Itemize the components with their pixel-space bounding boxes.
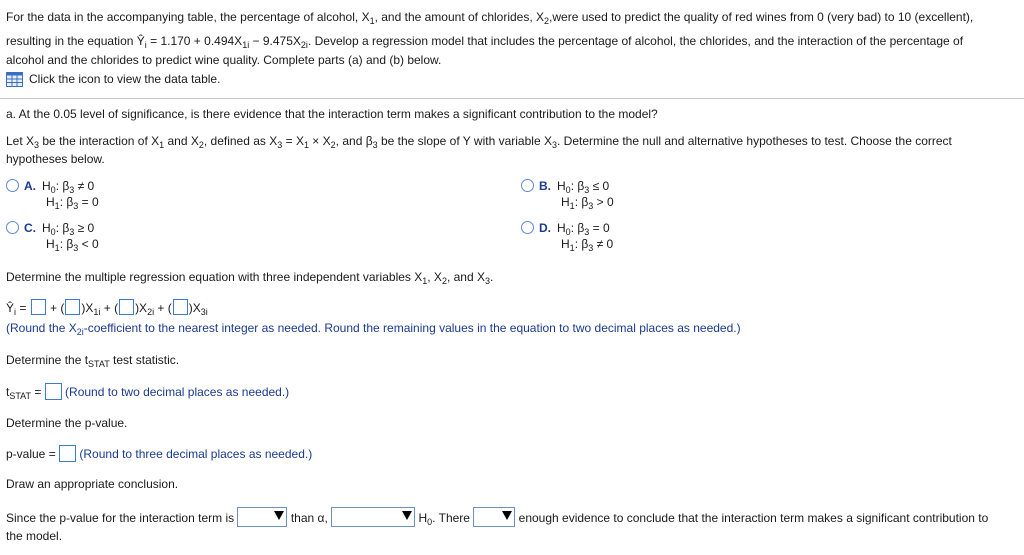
conclusion-prompt: Draw an appropriate conclusion.: [6, 477, 179, 491]
comparison-dropdown[interactable]: [237, 507, 287, 527]
option-d-radio[interactable]: [521, 221, 534, 234]
option-b-letter: B.: [539, 179, 551, 193]
data-table-icon[interactable]: [6, 72, 23, 87]
conclusion-part-4: enough evidence to conclude that the interaction term makes a significant contribution to: [518, 511, 989, 525]
option-b-radio[interactable]: [521, 179, 534, 192]
conclusion-part-3: $H_0$. There: [418, 511, 470, 527]
let-line-1: Let $X_3$ be the interaction of $X_1$ and $X_2$, defined as $X_3 = X_1 \times X_2$, and $\beta_3$ be the slope of Y with variable $X_3$. Determine the null and alternative hypotheses to test. Choose the correct: [6, 134, 952, 150]
option-a-letter: A.: [24, 179, 36, 193]
x2-coefficient-input[interactable]: [119, 299, 134, 315]
option-b[interactable]: [521, 178, 614, 210]
tstat-prompt: Determine the $t_{STAT}$ test statistic.: [6, 353, 180, 369]
tstat-note: (Round to two decimal places as needed.): [65, 385, 290, 399]
conclusion-part-2: than α,: [290, 511, 328, 525]
chevron-down-icon: [402, 511, 412, 520]
option-a[interactable]: [6, 178, 99, 210]
pvalue-note: (Round to three decimal places as needed.): [79, 447, 313, 461]
option-d-h1: $H_1$: $\beta_3 \ne 0$: [561, 237, 614, 253]
pvalue-prompt: Determine the p-value.: [6, 416, 128, 430]
x3-coefficient-input[interactable]: [173, 299, 188, 315]
conclusion-row: [6, 507, 988, 528]
conclusion-part-5: the model.: [6, 529, 63, 543]
data-table-link[interactable]: [6, 69, 220, 89]
pvalue-input[interactable]: [59, 445, 76, 462]
option-d-letter: D.: [539, 221, 551, 235]
intercept-input[interactable]: [31, 299, 46, 315]
option-a-h1: $H_1$: $\beta_3 = 0$: [46, 195, 99, 211]
part-a-question: a. At the 0.05 level of significance, is there evidence that the interaction term makes a significant contribution to the model?: [6, 107, 658, 121]
rounding-note: (Round the $X_{2i}$-coefficient to the nearest integer as needed. Round the remaining values in the equation to two decimal places as needed.): [6, 321, 741, 337]
divider: [0, 98, 1024, 99]
option-c[interactable]: [6, 220, 99, 252]
tstat-input[interactable]: [45, 383, 62, 400]
chevron-down-icon: [274, 511, 284, 520]
data-table-link-label[interactable]: Click the icon to view the data table.: [29, 72, 221, 86]
option-b-h1: $H_1$: $\beta_3 > 0$: [561, 195, 614, 211]
tstat-row: $t_{STAT}$ = (Round to two decimal places as needed.): [6, 385, 290, 401]
evidence-dropdown[interactable]: [473, 507, 515, 527]
option-d-h0: $H_0$: $\beta_3 = 0$: [557, 221, 610, 237]
chevron-down-icon: [502, 511, 512, 520]
intro-line-2: resulting in the equation $Ŷ_i = 1.170 + 0.494X_{1i} - 9.475X_{2i}$. Develop a regression model that includes the percentage of alcohol, the chlorides, and the interaction of the percentage of: [6, 34, 964, 50]
decision-dropdown[interactable]: [331, 507, 415, 527]
option-c-h1: $H_1$: $\beta_3 < 0$: [46, 237, 99, 253]
pvalue-row: p-value = (Round to three decimal places as needed.): [6, 447, 313, 461]
option-a-radio[interactable]: [6, 179, 19, 192]
let-line-2: hypotheses below.: [6, 152, 105, 166]
intro-line-3: alcohol and the chlorides to predict wine quality. Complete parts (a) and (b) below.: [6, 53, 442, 67]
intro-line-1: For the data in the accompanying table, the percentage of alcohol, $X_1$, and the amount of chlorides, $X_2,were$ used to predict the quality of red wines from 0 (very bad) to 10 (excellent),: [6, 10, 974, 26]
option-a-h0: $H_0$: $\beta_3 \ne 0$: [42, 179, 95, 195]
option-c-h0: $H_0$: $\beta_3 \ge 0$: [42, 221, 95, 237]
option-b-h0: $H_0$: $\beta_3 \le 0$: [557, 179, 610, 195]
option-c-letter: C.: [24, 221, 36, 235]
conclusion-part-1: Since the p-value for the interaction term is: [6, 511, 235, 525]
x1-coefficient-input[interactable]: [65, 299, 80, 315]
option-c-radio[interactable]: [6, 221, 19, 234]
equation-prompt: Determine the multiple regression equation with three independent variables $X_1$, $X_2$, and $X_3$.: [6, 270, 494, 286]
equation-row: $Ŷ_i$ = + ( )$X_{1i}$ + ( )$X_{2i}$ + ( )$X_{3i}$: [6, 301, 208, 317]
option-d[interactable]: [521, 220, 613, 252]
